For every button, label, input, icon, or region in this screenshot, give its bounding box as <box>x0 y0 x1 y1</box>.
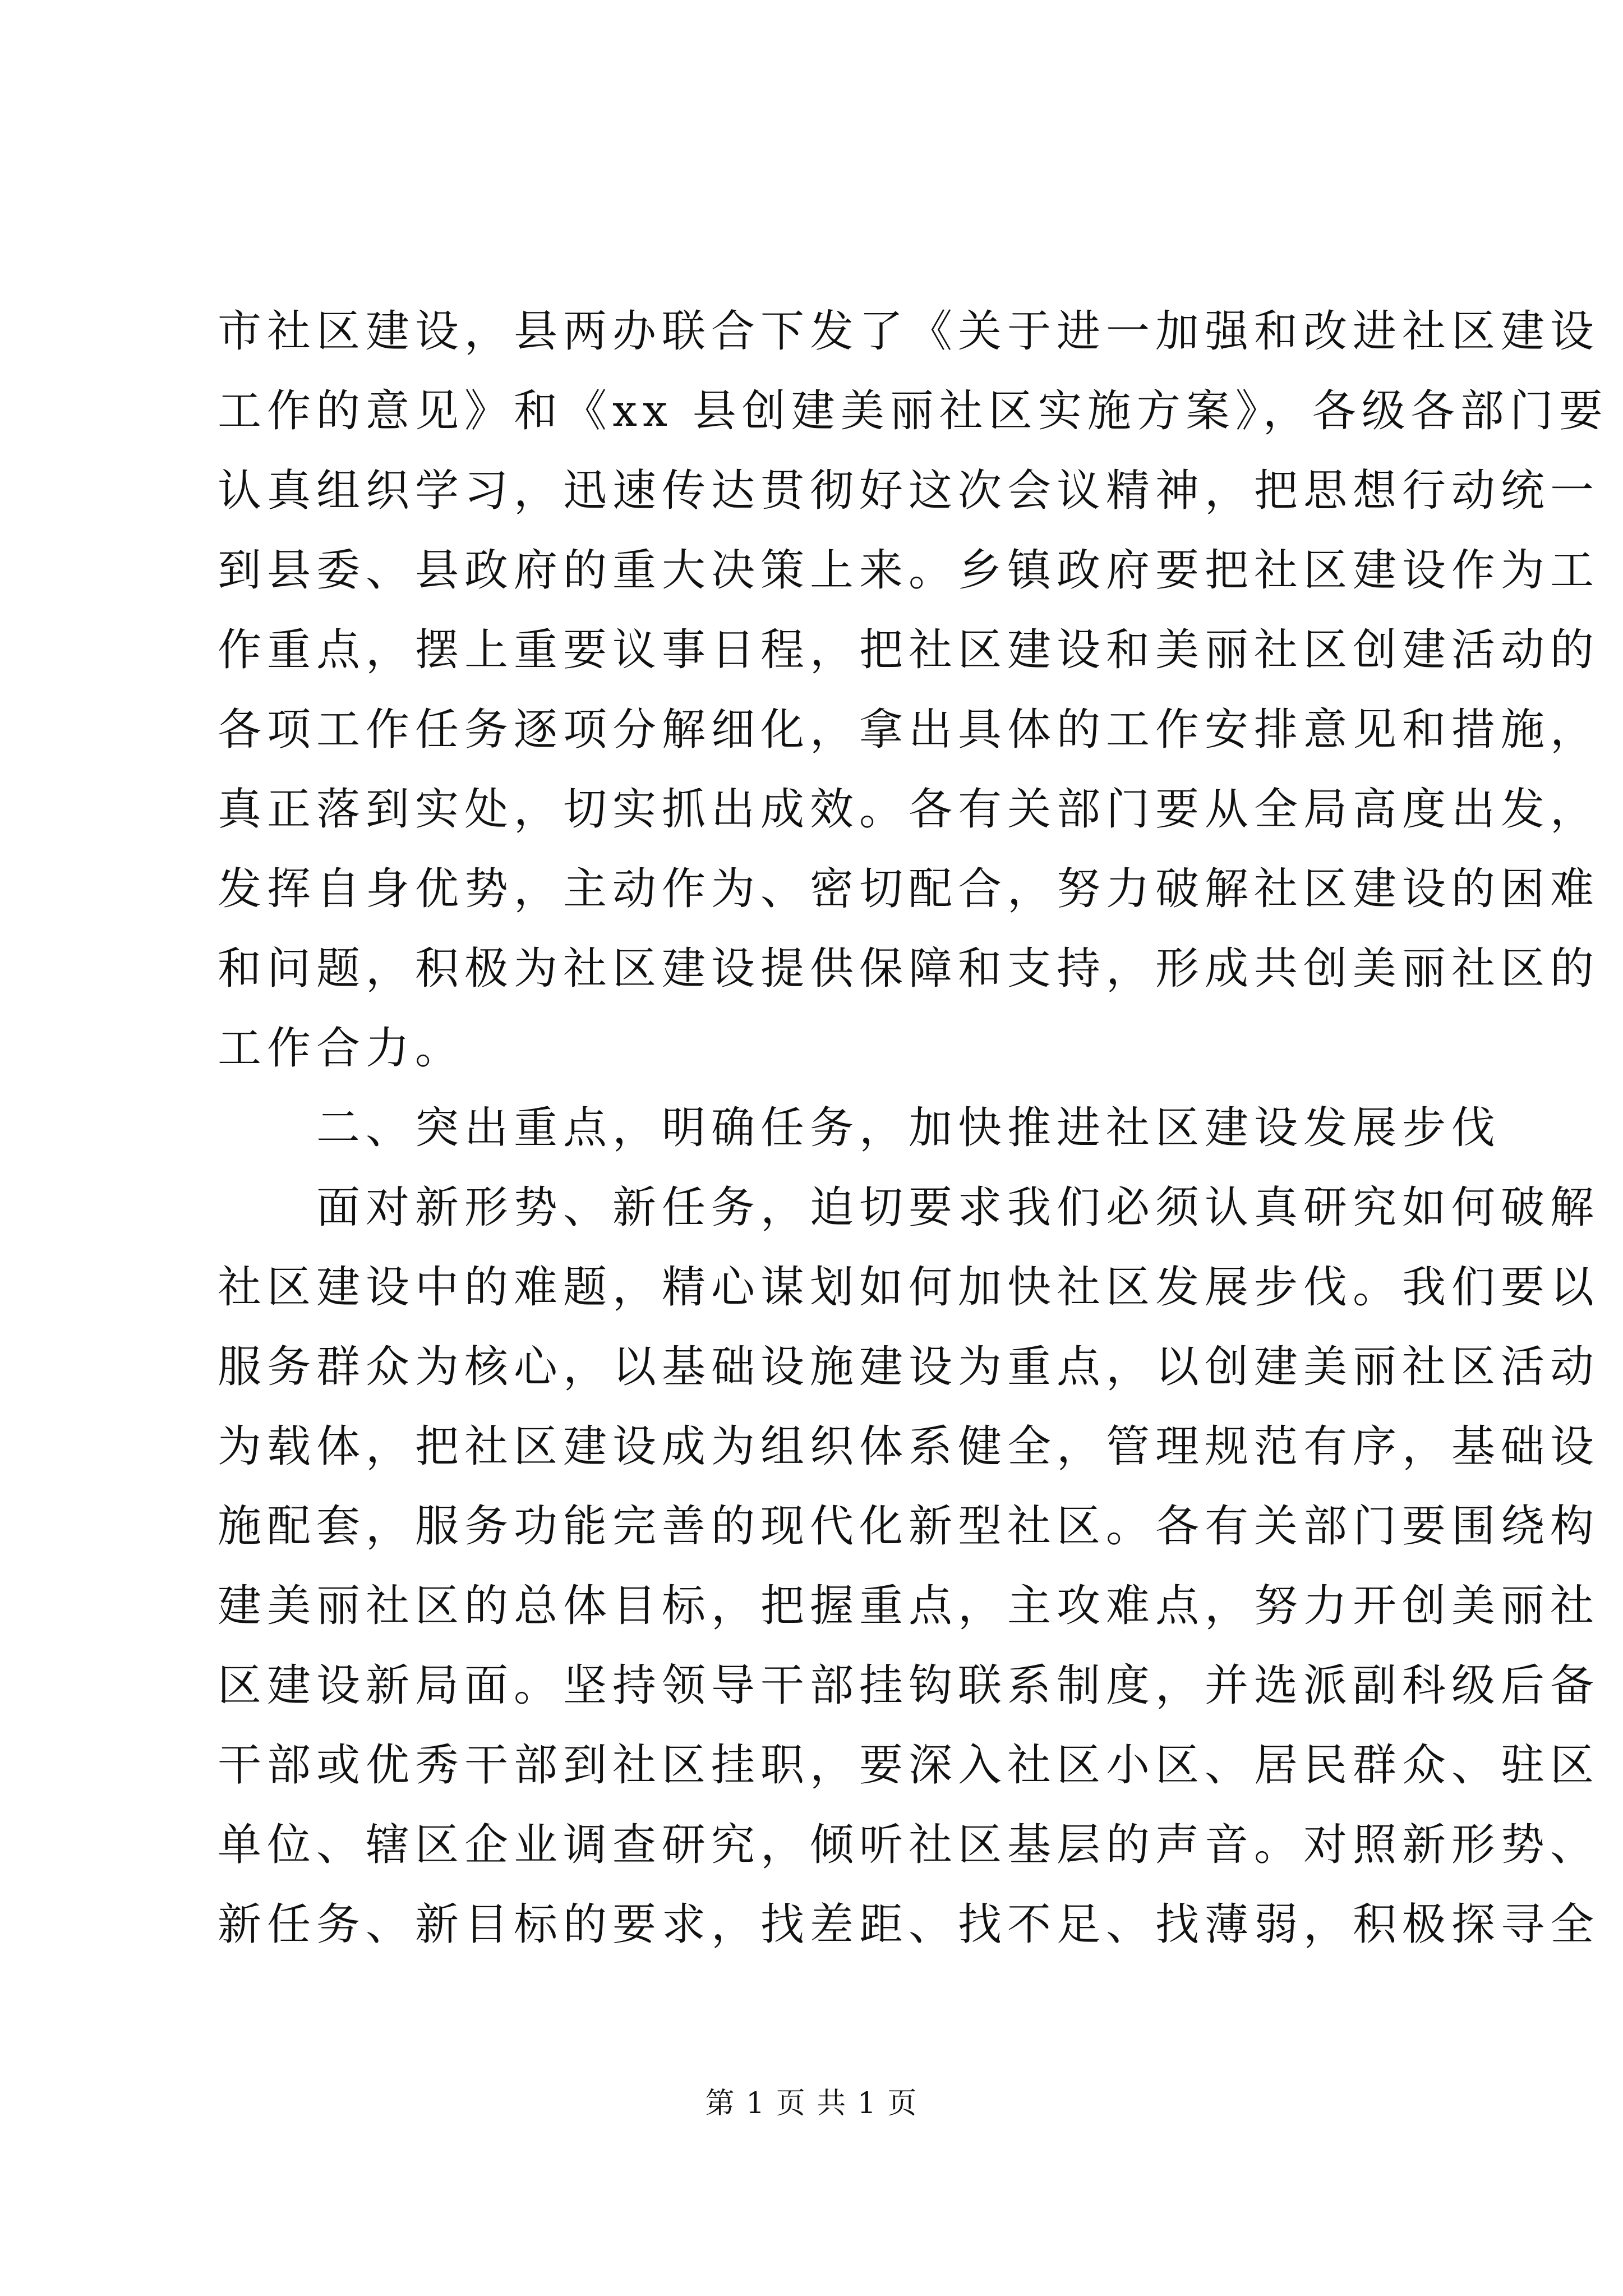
text-line: 新任务、新目标的要求，找差距、找不足、找薄弱，积极探寻全 <box>218 1899 1600 1950</box>
text-line: 干部或优秀干部到社区挂职，要深入社区小区、居民群众、驻区 <box>218 1740 1600 1791</box>
text-line: 服务群众为核心，以基础设施建设为重点，以创建美丽社区活动 <box>218 1342 1600 1392</box>
text-line: 到县委、县政府的重大决策上来。乡镇政府要把社区建设作为工 <box>218 545 1600 596</box>
text-line: 为载体，把社区建设成为组织体系健全，管理规范有序，基础设 <box>218 1421 1600 1472</box>
text-line: 和问题，积极为社区建设提供保障和支持，形成共创美丽社区的 <box>218 944 1600 994</box>
text-line: 单位、辖区企业调查研究，倾听社区基层的声音。对照新形势、 <box>218 1820 1600 1870</box>
text-line: 社区建设中的难题，精心谋划如何加快社区发展步伐。我们要以 <box>218 1262 1600 1313</box>
text-line: 市社区建设，县两办联合下发了《关于进一加强和改进社区建设 <box>218 306 1600 357</box>
text-line: 发挥自身优势，主动作为、密切配合，努力破解社区建设的困难 <box>218 864 1600 914</box>
text-line: 施配套，服务功能完善的现代化新型社区。各有关部门要围绕构 <box>218 1501 1600 1552</box>
text-line: 工作合力。 <box>218 1023 465 1074</box>
text-line: 工作的意见》和《xx 县创建美丽社区实施方案》，各级各部门要 <box>218 386 1608 436</box>
section-heading: 二、突出重点，明确任务，加快推进社区建设发展步伐 <box>218 1103 1501 1153</box>
text-line: 建美丽社区的总体目标，把握重点，主攻难点，努力开创美丽社 <box>218 1581 1600 1631</box>
text-line: 区建设新局面。坚持领导干部挂钩联系制度，并选派副科级后备 <box>218 1660 1600 1711</box>
page-footer: 第 1 页 共 1 页 <box>705 2087 918 2120</box>
text-line: 真正落到实处，切实抓出成效。各有关部门要从全局高度出发， <box>218 784 1600 835</box>
text-line: 认真组织学习，迅速传达贯彻好这次会议精神，把思想行动统一 <box>218 466 1600 516</box>
text-line: 作重点，摆上重要议事日程，把社区建设和美丽社区创建活动的 <box>218 625 1600 675</box>
text-line: 面对新形势、新任务，迫切要求我们必须认真研究如何破解 <box>218 1182 1600 1233</box>
text-line: 各项工作任务逐项分解细化，拿出具体的工作安排意见和措施， <box>218 705 1600 755</box>
body-text <box>218 292 1608 1964</box>
